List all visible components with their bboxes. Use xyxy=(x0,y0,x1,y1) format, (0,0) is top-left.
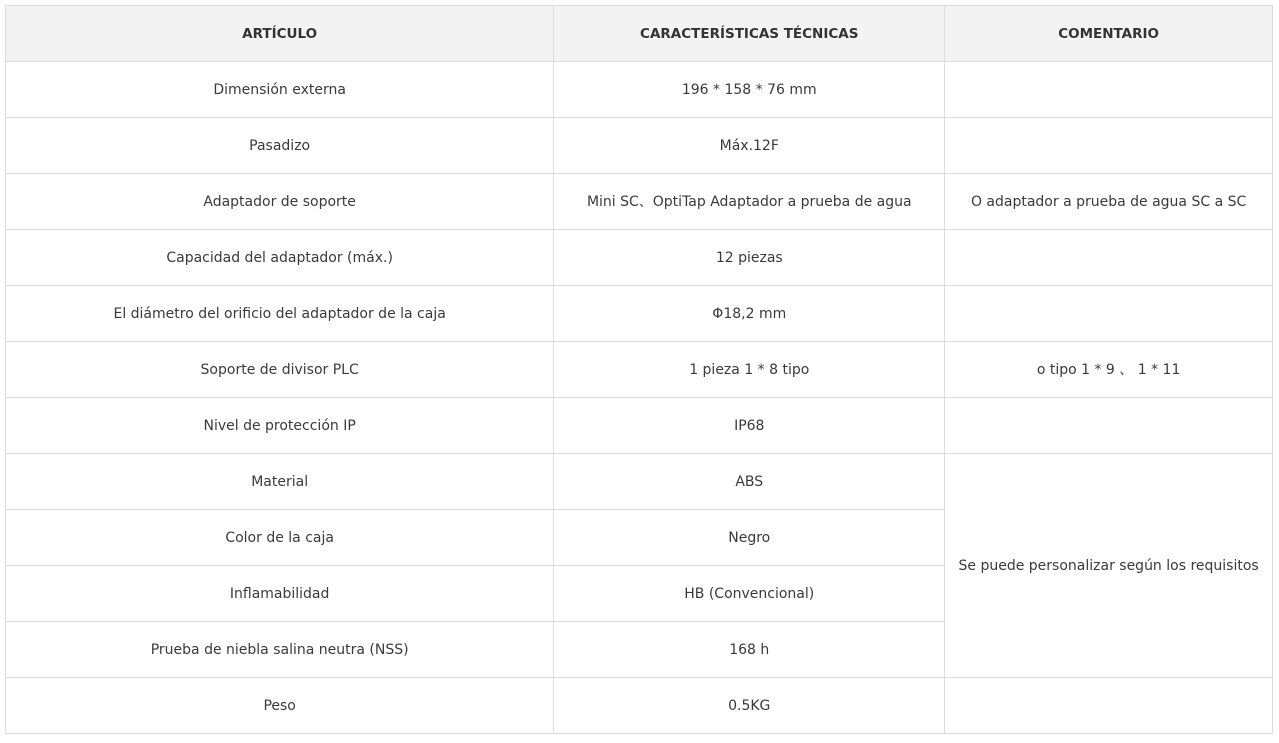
comment-cell: o tipo 1 * 9 、 1 * 11 xyxy=(945,342,1273,398)
spec-cell: 196 * 158 * 76 mm xyxy=(554,62,945,118)
comment-cell xyxy=(945,286,1273,342)
table-row xyxy=(6,174,1273,230)
spec-cell: Máx.12F xyxy=(554,118,945,174)
comment-cell xyxy=(945,230,1273,286)
header-articulo: ARTÍCULO xyxy=(6,6,554,62)
table-row xyxy=(6,118,1273,174)
item-cell: Soporte de divisor PLC xyxy=(6,342,554,398)
spec-cell: 1 pieza 1 * 8 tipo xyxy=(554,342,945,398)
spec-cell: 0.5KG xyxy=(554,678,945,734)
comment-cell: O adaptador a prueba de agua SC a SC xyxy=(945,174,1273,230)
table-row xyxy=(6,286,1273,342)
comment-cell xyxy=(945,118,1273,174)
item-cell: Material xyxy=(6,454,554,510)
comment-cell xyxy=(945,398,1273,454)
item-cell: Capacidad del adaptador (máx.) xyxy=(6,230,554,286)
comment-cell xyxy=(945,62,1273,118)
item-cell: Peso xyxy=(6,678,554,734)
table-header-row xyxy=(6,6,1273,62)
table-row xyxy=(6,62,1273,118)
item-cell: Nivel de protección IP xyxy=(6,398,554,454)
item-cell: Prueba de niebla salina neutra (NSS) xyxy=(6,622,554,678)
item-cell: Dimensión externa xyxy=(6,62,554,118)
table-row xyxy=(6,398,1273,454)
spec-table xyxy=(5,5,1273,734)
table-row xyxy=(6,230,1273,286)
item-cell: Inflamabilidad xyxy=(6,566,554,622)
spec-cell: 168 h xyxy=(554,622,945,678)
comment-cell-merged: Se puede personalizar según los requisitos xyxy=(945,454,1273,678)
spec-cell: HB (Convencional) xyxy=(554,566,945,622)
spec-cell: Negro xyxy=(554,510,945,566)
header-caracteristicas: CARACTERÍSTICAS TÉCNICAS xyxy=(554,6,945,62)
item-cell: Adaptador de soporte xyxy=(6,174,554,230)
spec-cell: Φ18,2 mm xyxy=(554,286,945,342)
spec-cell: ABS xyxy=(554,454,945,510)
spec-cell: IP68 xyxy=(554,398,945,454)
table-row xyxy=(6,454,1273,510)
item-cell: El diámetro del orificio del adaptador de la caja xyxy=(6,286,554,342)
item-cell: Color de la caja xyxy=(6,510,554,566)
table-row xyxy=(6,678,1273,734)
table-row xyxy=(6,342,1273,398)
spec-cell: 12 piezas xyxy=(554,230,945,286)
header-comentario: COMENTARIO xyxy=(945,6,1273,62)
comment-cell xyxy=(945,678,1273,734)
spec-cell: Mini SC、OptiTap Adaptador a prueba de agua xyxy=(554,174,945,230)
item-cell: Pasadizo xyxy=(6,118,554,174)
